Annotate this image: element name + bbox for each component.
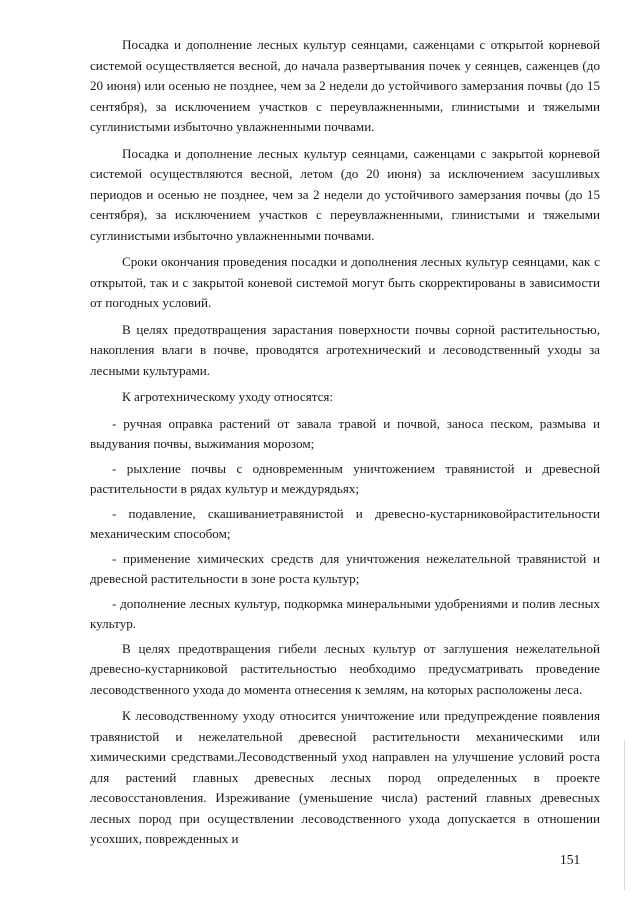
- paragraph-agrotech-intro: К агротехническому уходу относятся:: [122, 389, 334, 404]
- paragraph-planting-open-roots: Посадка и дополнение лесных культур сеянцами, саженцами с открытой корневой системой осуществляется весной, до начала развертывания почек у сеянцев, саженцев (до 20 июня) или осенью не позднее, чем за 2 недели до устойчивого замерзания почвы (до 15 сентября), за исключением участков с переувлажненными, глинистыми и тяжелыми суглинистыми избыточно увлажненными почвами.: [90, 37, 600, 134]
- paragraph-planting-deadlines: Сроки окончания проведения посадки и дополнения лесных культур сеянцами, как с открытой, так и с закрытой коневой системой могут быть скорректированы в зависимости от погодных условий.: [90, 254, 600, 310]
- list-item-supplement-feeding: - дополнение лесных культур, подкормка минеральными удобрениями и полив лесных культур.: [90, 595, 600, 631]
- scan-edge-mark: [624, 740, 625, 890]
- paragraph-silvicultural-care: К лесоводственному уходу относится уничтожение или предупреждение появления травянистой и нежелательной древесной растительности механическими или химическими средствами.Лесоводственный уход направлен на улучшение условий роста для растений главных древесных лесных пород определенных в проекте лесовосстановления. Изреживание (уменьшение числа) растений главных древесных лесных пород при осуществлении лесоводственного ухода допускается в отношении усохших, поврежденных и: [90, 708, 600, 846]
- list-item-chemicals: - применение химических средств для уничтожения нежелательной травянистой и древесной растительности в зоне роста культур;: [90, 550, 600, 586]
- document-body: [90, 35, 600, 856]
- paragraph-planting-closed-roots: Посадка и дополнение лесных культур сеянцами, саженцами с закрытой корневой системой осуществляются весной, летом (до 20 июня) за исключением засушливых периодов и осенью не позднее, чем за 2 недели до устойчивого замерзания почвы (до 15 сентября), за исключением участков с переувлажненными, глинистыми и тяжелыми суглинистыми избыточно увлажненными почвами.: [90, 145, 600, 243]
- list-item-soil-loosening: - рыхление почвы с одновременным уничтожением травянистой и древесной растительности в рядах культур и междурядьях;: [90, 460, 600, 496]
- list-item-manual-straightening: - ручная оправка растений от завала травой и почвой, заноса песком, размыва и выдувания почвы, выжимания морозом;: [90, 415, 600, 451]
- paragraph-silvicultural-purpose: В целях предотвращения гибели лесных культур от заглушения нежелательной древесно-кустарниковой растительностью необходимо предусматривать проведение лесоводственного ухода до момента отнесения к землям, на которых расположены леса.: [90, 640, 600, 697]
- page-number: 151: [560, 852, 581, 867]
- list-item-mowing: - подавление, скашиваниетравянистой и древесно-кустарниковойрастительности механическим способом;: [90, 505, 600, 541]
- paragraph-care-purpose: В целях предотвращения зарастания поверхности почвы сорной растительностью, накопления влаги в почве, проводятся агротехнический и лесоводственный уходы за лесными культурами.: [90, 321, 600, 378]
